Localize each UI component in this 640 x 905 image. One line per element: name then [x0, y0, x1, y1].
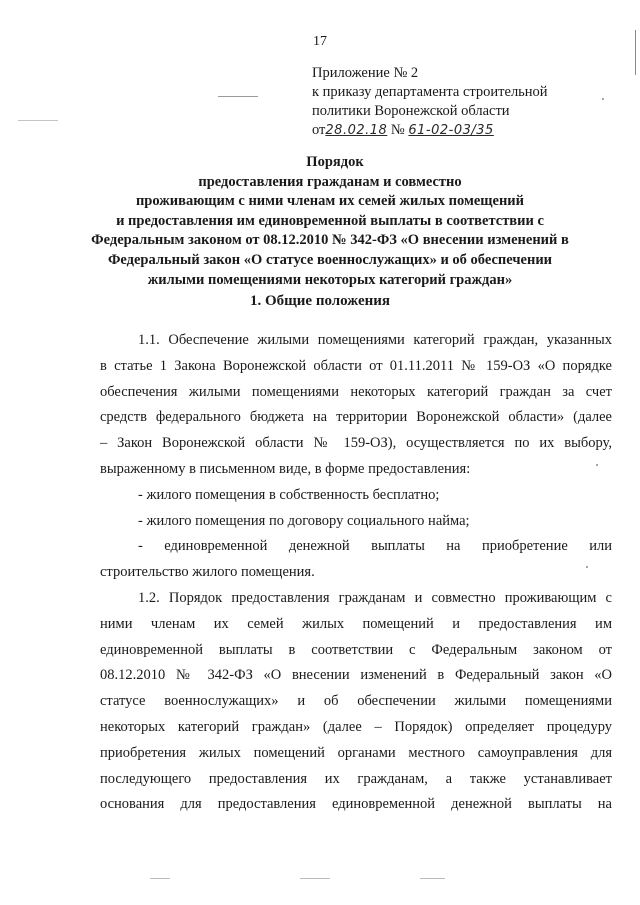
body-line: 1.1. Обеспечение жилыми помещениями категорий граждан, указанных — [138, 332, 612, 348]
title-line: предоставления гражданам и совместно — [198, 173, 462, 190]
number-prefix: № — [390, 122, 405, 138]
title-line: жилыми помещениями некоторых категорий граждан» — [147, 271, 513, 288]
body-line: строительство жилого помещения. — [100, 564, 315, 581]
page-number: 17 — [313, 34, 327, 49]
title-line: Федеральным законом от 08.12.2010 № 342-ФЗ «О внесении изменений в — [91, 232, 569, 249]
handwritten-date: 28.02.18 — [325, 123, 388, 138]
title-line: Федеральный закон «О статусе военнослужащих» и об обеспечении — [107, 251, 553, 268]
scan-artifact — [300, 878, 330, 879]
date-prefix: от — [312, 122, 326, 138]
appendix-line-2: к приказу департамента строительной — [312, 84, 548, 100]
title-line: проживающим с ними членам их семей жилых помещений — [135, 193, 525, 210]
scan-artifact — [18, 120, 58, 121]
handwritten-number: 61-02-03/35 — [408, 123, 494, 138]
document-title — [60, 153, 600, 290]
appendix-line-4 — [312, 121, 612, 140]
body-line: - жилого помещения по договору социального найма; — [138, 512, 470, 529]
body-line: единовременной выплаты в соответствии с Федеральным законом от — [100, 641, 612, 658]
body-line: выраженному в письменном виде, в форме предоставления: — [100, 460, 471, 477]
scan-artifact — [150, 878, 170, 879]
title-line: и предоставления им единовременной выплаты в соответствии с — [116, 212, 544, 229]
body-line: в статье 1 Закона Воронежской области от 01.11.2011 № 159-ОЗ «О порядке — [100, 357, 612, 374]
appendix-header — [312, 64, 612, 140]
body-line: 1.2. Порядок предоставления гражданам и совместно проживающим с — [138, 589, 612, 606]
body-text — [100, 328, 612, 818]
body-line: 08.12.2010 № 342-ФЗ «О внесении изменений в Федеральный закон «О — [100, 667, 612, 684]
body-line: средств федерального бюджета на территории Воронежской области» (далее — [100, 409, 612, 426]
body-line: - жилого помещения в собственность бесплатно; — [138, 486, 440, 503]
body-line: статусе военнослужащих» и об обеспечении жилыми помещениями — [100, 693, 612, 710]
body-line: обеспечения жилыми помещениями некоторых категорий граждан за счет — [100, 383, 612, 400]
appendix-line-1: Приложение № 2 — [312, 65, 419, 81]
scan-artifact — [218, 96, 258, 97]
body-line: последующего предоставления их гражданам, а также устанавливает — [100, 770, 612, 787]
scan-artifact — [420, 878, 445, 879]
body-line: - единовременной денежной выплаты на приобретение или — [138, 538, 612, 555]
body-line: – Закон Воронежской области № 159-ОЗ), осуществляется по их выбору, — [100, 435, 612, 452]
scan-artifact — [596, 464, 598, 466]
body-line: приобретения жилых помещений органами местного самоуправления для — [100, 744, 612, 761]
scan-artifact — [586, 566, 588, 568]
appendix-line-3: политики Воронежской области — [312, 103, 510, 119]
body-line: некоторых категорий граждан» (далее – Порядок) определяет процедуру — [100, 718, 612, 735]
body-line: основания для предоставления единовременной денежной выплаты на — [100, 796, 612, 813]
section-heading: 1. Общие положения — [249, 293, 391, 309]
body-line: ними членам их семей жилых помещений и предоставления им — [100, 615, 612, 632]
title-line: Порядок — [306, 154, 364, 170]
scan-artifact — [602, 98, 604, 100]
